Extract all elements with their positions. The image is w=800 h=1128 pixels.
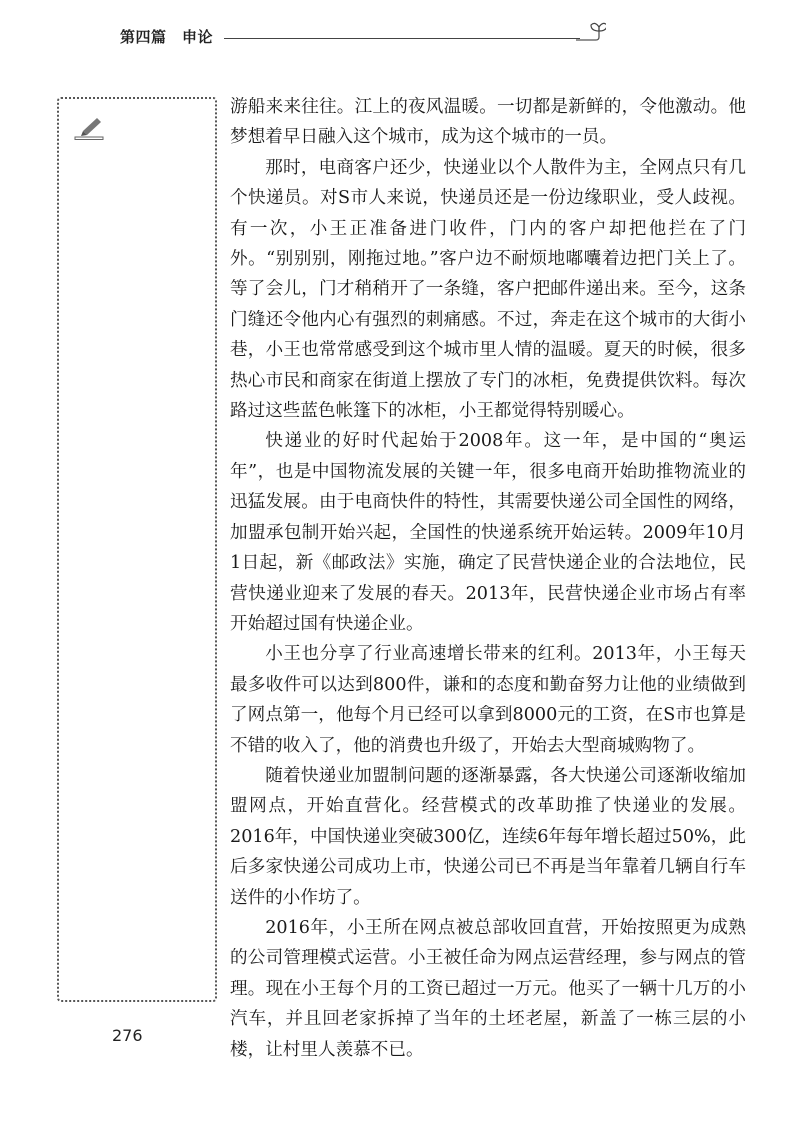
paragraph: 2016年，小王所在网点被总部收回直营，开始按照更为成熟的公司管理模式运营。小王被任命为网点运营经理，参与网点的管理。现在小王每个月的工资已超过一万元。他买了一辆十几万的小汽车，并且回老家拆掉了当年的土坯老屋，新盖了一栋三层的小楼，让村里人羡慕不已。	[230, 917, 746, 1060]
header-rule	[224, 38, 580, 39]
paragraph: 游船来来往往。江上的夜风温暖。一切都是新鲜的，令他激动。他梦想着早日融入这个城市，成为这个城市的一员。	[230, 97, 746, 148]
running-header	[120, 18, 720, 48]
paragraph: 随着快递业加盟制问题的逐渐暴露，各大快递公司逐渐收缩加盟网点，开始直营化。经营模式的改革助推了快递业的发展。2016年，中国快递业突破300亿，连续6年每年增长超过50%，此后多家快递公司成功上市，快递公司已不再是当年靠着几辆自行车送件的小作坊了。	[230, 765, 746, 908]
paragraph: 快递业的好时代起始于2008年。这一年，是中国的“奥运年”，也是中国物流发展的关键一年，很多电商开始助推物流业的迅猛发展。由于电商快件的特性，其需要快递公司全国性的网络，加盟承包制开始兴起，全国性的快递系统开始运转。2009年10月1日起，新《邮政法》实施，确定了民营快递企业的合法地位，民营快递业迎来了发展的春天。2013年，民营快递企业市场占有率开始超过国有快递企业。	[230, 431, 746, 634]
sprout-icon	[576, 18, 606, 44]
notes-margin-box	[57, 97, 217, 1002]
pencil-icon	[73, 114, 107, 140]
paragraph: 小王也分享了行业高速增长带来的红利。2013年，小王每天最多收件可以达到800件，谦和的态度和勤奋努力让他的业绩做到了网点第一，他每个月已经可以拿到8000元的工资，在S市也算是不错的收入了，他的消费也升级了，开始去大型商城购物了。	[230, 644, 746, 756]
article-body	[230, 92, 746, 1065]
page-number: 276	[112, 1026, 143, 1045]
section-title: 第四篇 申论	[120, 28, 214, 46]
paragraph: 那时，电商客户还少，快递业以个人散件为主，全网点只有几个快递员。对S市人来说，快递员还是一份边缘职业，受人歧视。有一次，小王正准备进门收件，门内的客户却把他拦在了门外。“别别别，刚拖过地。”客户边不耐烦地嘟囔着边把门关上了。等了会儿，门才稍稍开了一条缝，客户把邮件递出来。至今，这条门缝还令他内心有强烈的刺痛感。不过，奔走在这个城市的大街小巷，小王也常常感受到这个城市里人情的温暖。夏天的时候，很多热心市民和商家在街道上摆放了专门的冰柜，免费提供饮料。每次路过这些蓝色帐篷下的冰柜，小王都觉得特别暖心。	[230, 157, 746, 422]
